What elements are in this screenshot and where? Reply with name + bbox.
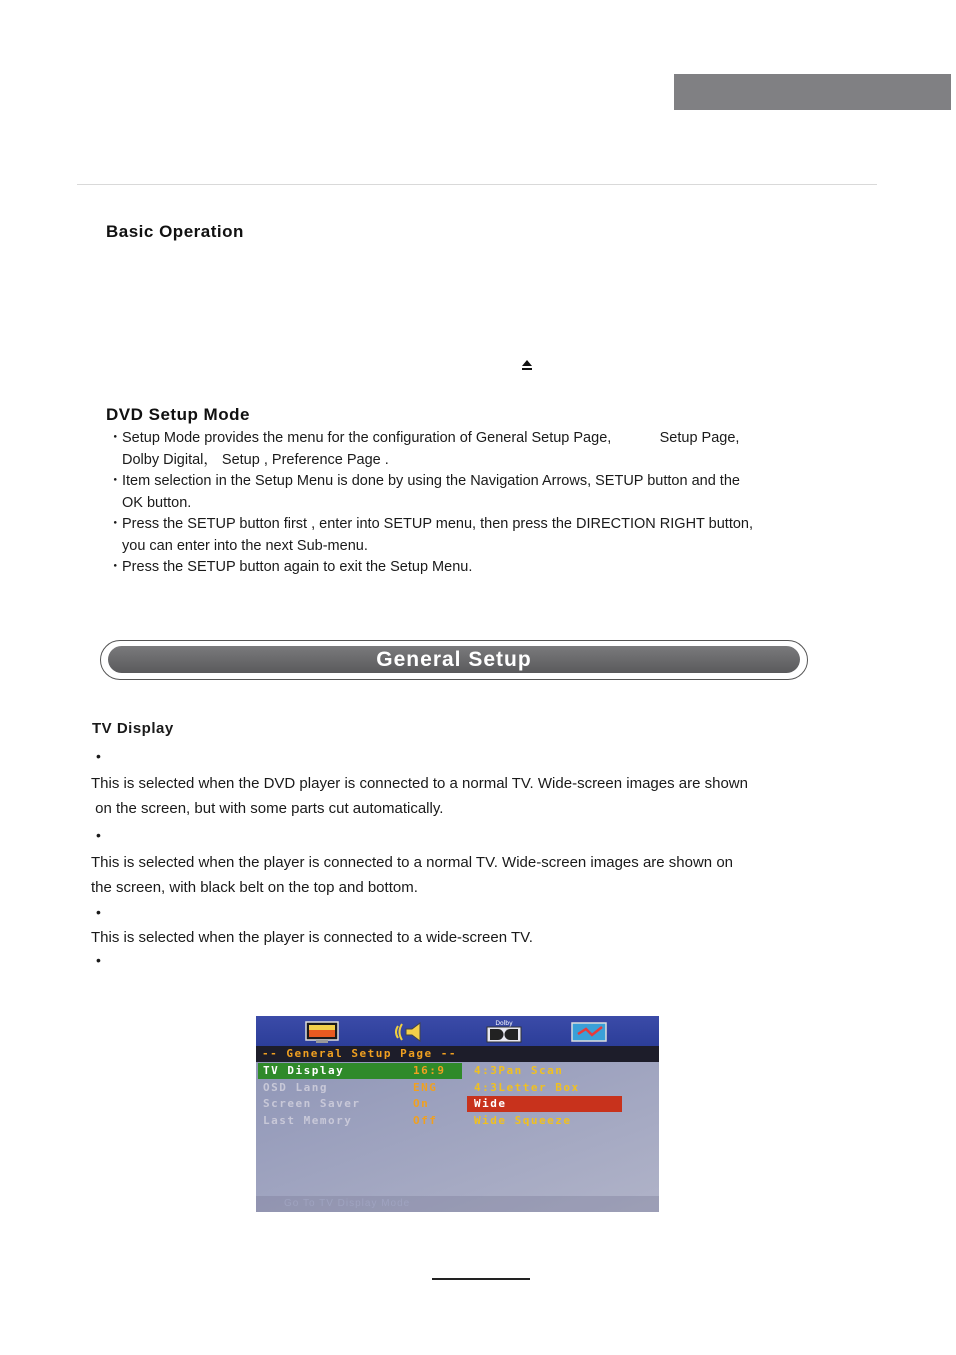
dvd-setup-bullets (108, 428, 848, 579)
osd-page-title-bar (256, 1046, 659, 1062)
osd-icon-bar (256, 1016, 659, 1046)
osd-item-tv-display[interactable]: TV Display (263, 1064, 345, 1077)
preference-icon (570, 1020, 610, 1044)
paragraph: This is selected when the player is connected to a normal TV. Wide-screen images are shown on the screen, with black belt on the top and bottom. (91, 854, 733, 896)
page-number-line (432, 1278, 530, 1280)
osd-status-bar (256, 1196, 659, 1212)
bullet-dot: • (96, 904, 101, 920)
tv-display-heading: TV Display (92, 720, 174, 737)
list-item: ・ Item selection in the Setup Menu is done by using the Navigation Arrows, SETUP button and the OK button. (108, 473, 740, 511)
list-item: ・ Setup Mode provides the menu for the configuration of General Setup Page, Setup Page, Dolby Digital， Setup , Preference Page . (108, 430, 740, 468)
osd-option-pan-scan[interactable]: 4:3Pan Scan (474, 1064, 564, 1077)
osd-page-title: -- General Setup Page -- (262, 1047, 457, 1060)
dvd-setup-heading: DVD Setup Mode (106, 405, 250, 424)
osd-value-screen-saver: On (413, 1097, 430, 1110)
audio-setup-icon (392, 1020, 432, 1044)
osd-option-wide[interactable]: Wide (474, 1097, 507, 1110)
eject-icon (521, 359, 533, 371)
section-title: General Setup (376, 648, 532, 671)
list-item: ・ Press the SETUP button again to exit the Setup Menu. (108, 559, 473, 575)
osd-value-osd-lang: ENG (413, 1081, 438, 1094)
osd-item-osd-lang[interactable]: OSD Lang (263, 1081, 328, 1094)
osd-value-tv-display: 16:9 (413, 1064, 446, 1077)
dolby-digital-icon (484, 1018, 524, 1044)
osd-item-last-memory[interactable]: Last Memory (263, 1114, 353, 1127)
osd-item-screen-saver[interactable]: Screen Saver (263, 1097, 361, 1110)
basic-operation-heading: Basic Operation (106, 222, 244, 241)
paragraph: This is selected when the DVD player is connected to a normal TV. Wide-screen images are shown on the screen, but with some parts cut automatically. (91, 775, 748, 817)
osd-option-wide-squeeze[interactable]: Wide Squeeze (474, 1114, 572, 1127)
general-setup-icon (304, 1020, 342, 1044)
osd-value-last-memory: Off (413, 1114, 438, 1127)
osd-status-text: Go To TV Display Mode (284, 1198, 411, 1209)
bullet-dot: • (96, 827, 101, 843)
osd-menu-screenshot (256, 1016, 659, 1212)
bullet-dot: • (96, 952, 101, 968)
bullet-dot: • (96, 748, 101, 764)
list-item: ・ Press the SETUP button first , enter into SETUP menu, then press the DIRECTION RIGHT button, you can enter into the next Sub-menu. (108, 516, 754, 554)
osd-option-letter-box[interactable]: 4:3Letter Box (474, 1081, 580, 1094)
paragraph: This is selected when the player is connected to a wide-screen TV. (91, 929, 533, 946)
header-bar (674, 74, 951, 110)
dolby-label: Dolby (495, 1020, 513, 1027)
header-rule (77, 184, 877, 185)
